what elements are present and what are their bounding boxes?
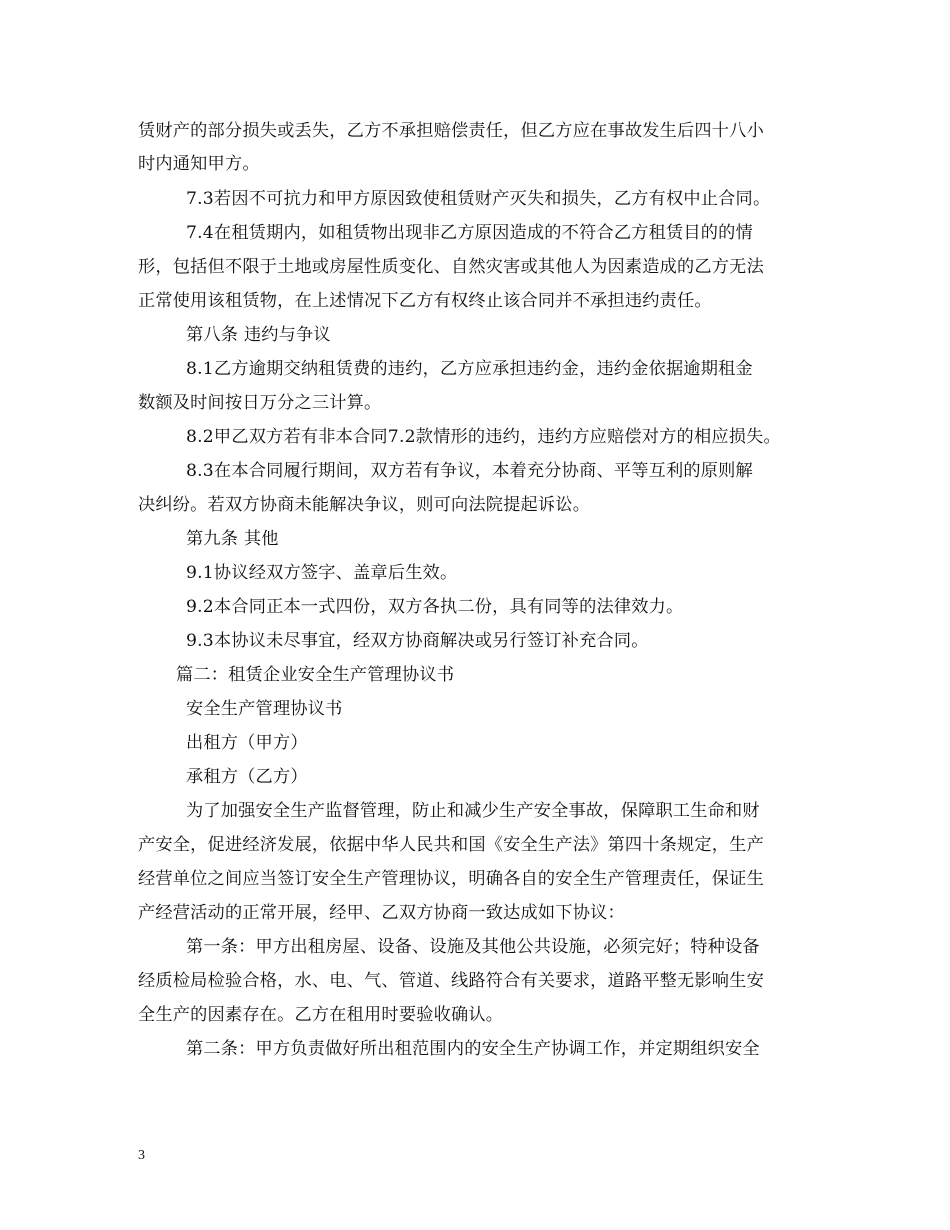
text-line: 7.4在租赁期内，如租赁物出现非乙方原因造成的不符合乙方租赁目的的情 — [186, 223, 753, 243]
text-line: 7.3若因不可抗力和甲方原因致使租赁财产灭失和损失，乙方有权中止合同。 — [186, 189, 771, 209]
text-line: 形，包括但不限于土地或房屋性质变化、自然灾害或其他人为因素造成的乙方无法 — [138, 257, 764, 277]
page-number: 3 — [138, 1148, 145, 1163]
text-line: 产经营活动的正常开展，经甲、乙双方协商一致达成如下协议： — [138, 903, 625, 923]
text-line: 数额及时间按日万分之三计算。 — [138, 393, 382, 413]
text-line: 经营单位之间应当签订安全生产管理协议，明确各自的安全生产管理责任，保证生 — [138, 869, 764, 889]
text-line: 9.1协议经双方签字、盖章后生效。 — [186, 563, 458, 583]
text-line: 8.2甲乙双方若有非本合同7.2款情形的违约，违约方应赔偿对方的相应损失。 — [186, 427, 781, 447]
text-line: 决纠纷。若双方协商未能解决争议，则可向法院提起诉讼。 — [138, 495, 591, 515]
text-line: 9.3本协议未尽事宜，经双方协商解决或另行签订补充合同。 — [186, 631, 649, 651]
text-line: 8.1乙方逾期交纳租赁费的违约，乙方应承担违约金，违约金依据逾期租金 — [186, 359, 753, 379]
text-line: 正常使用该租赁物，在上述情况下乙方有权终止该合同并不承担违约责任。 — [138, 291, 712, 311]
party-label: 出租方（甲方） — [186, 733, 308, 753]
text-line: 时内通知甲方。 — [138, 154, 260, 174]
text-line: 为了加强安全生产监督管理，防止和减少生产安全事故，保障职工生命和财 — [186, 801, 760, 821]
party-label: 承租方（乙方） — [186, 767, 308, 787]
section-heading: 第八条 违约与争议 — [186, 325, 331, 345]
document-title: 安全生产管理协议书 — [186, 699, 343, 719]
text-line: 9.2本合同正本一式四份，双方各执二份，具有同等的法律效力。 — [186, 597, 684, 617]
section-heading: 篇二：租赁企业安全生产管理协议书 — [176, 665, 455, 685]
text-line: 产安全，促进经济发展，依据中华人民共和国《安全生产法》第四十条规定，生产 — [138, 835, 764, 855]
section-heading: 第九条 其他 — [186, 529, 279, 549]
text-line: 第二条：甲方负责做好所出租范围内的安全生产协调工作，并定期组织安全 — [186, 1039, 760, 1059]
text-line: 赁财产的部分损失或丢失，乙方不承担赔偿责任，但乙方应在事故发生后四十八小 — [138, 121, 764, 141]
text-line: 经质检局检验合格，水、电、气、管道、线路符合有关要求，道路平整无影响生安 — [138, 971, 764, 991]
text-line: 8.3在本合同履行期间，双方若有争议，本着充分协商、平等互利的原则解 — [186, 461, 753, 481]
text-line: 第一条：甲方出租房屋、设备、设施及其他公共设施，必须完好；特种设备 — [186, 937, 760, 957]
text-line: 全生产的因素存在。乙方在租用时要验收确认。 — [138, 1005, 504, 1025]
